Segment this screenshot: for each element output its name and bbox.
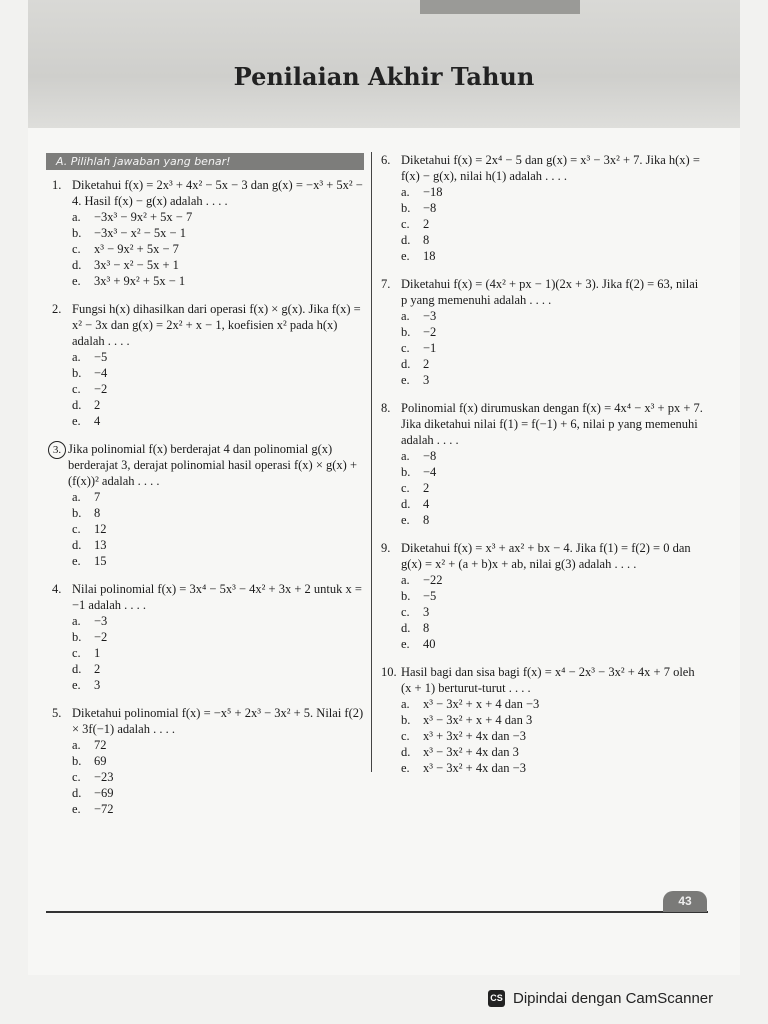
question-text: Diketahui polinomial f(x) = −x⁵ + 2x³ − 3x² + 5. Nilai f(2) × 3f(−1) adalah . . . . — [72, 706, 364, 736]
option-text: −22 — [423, 573, 443, 587]
option-letter: b. — [72, 226, 82, 240]
column-divider — [371, 152, 372, 772]
answer-options — [72, 349, 364, 429]
answer-option — [72, 753, 364, 769]
option-letter: d. — [72, 538, 82, 552]
option-letter: e. — [401, 761, 410, 775]
answer-options — [72, 737, 364, 817]
question-item — [381, 152, 707, 264]
option-text: 8 — [94, 506, 101, 520]
answer-option — [401, 760, 707, 776]
option-letter: d. — [401, 497, 411, 511]
answer-option — [72, 489, 364, 505]
answer-option — [401, 248, 707, 264]
option-text: 8 — [423, 233, 430, 247]
option-text: x³ − 3x² + x + 4 dan −3 — [423, 697, 540, 711]
footer-rule — [46, 911, 708, 913]
option-text: 2 — [423, 357, 430, 371]
option-letter: b. — [72, 630, 82, 644]
option-text: x³ − 3x² + x + 4 dan 3 — [423, 713, 533, 727]
option-text: 8 — [423, 621, 430, 635]
option-letter: a. — [72, 210, 81, 224]
option-letter: c. — [72, 242, 81, 256]
option-letter: e. — [72, 554, 81, 568]
question-number: 2. — [52, 302, 62, 316]
option-text: 2 — [94, 662, 101, 676]
question-stem — [381, 276, 707, 308]
option-letter: d. — [401, 621, 411, 635]
question-stem — [52, 177, 364, 209]
answer-options — [72, 489, 364, 569]
answer-options — [72, 209, 364, 289]
option-letter: c. — [401, 217, 410, 231]
answer-option — [72, 273, 364, 289]
option-text: −2 — [94, 382, 108, 396]
option-letter: e. — [401, 637, 410, 651]
question-number: 5. — [52, 706, 62, 720]
answer-option — [72, 737, 364, 753]
option-letter: d. — [401, 745, 411, 759]
option-text: −2 — [423, 325, 437, 339]
answer-option — [72, 677, 364, 693]
option-text: −4 — [94, 366, 108, 380]
option-letter: c. — [72, 770, 81, 784]
option-letter: e. — [72, 678, 81, 692]
question-text: Hasil bagi dan sisa bagi f(x) = x⁴ − 2x³ − 3x² + 4x + 7 oleh (x + 1) berturut-turut . . . . — [401, 665, 695, 695]
option-letter: b. — [72, 366, 82, 380]
answer-option — [401, 712, 707, 728]
question-text: Nilai polinomial f(x) = 3x⁴ − 5x³ − 4x² + 3x + 2 untuk x = −1 adalah . . . . — [72, 582, 362, 612]
camscanner-watermark — [488, 989, 713, 1007]
option-text: −5 — [94, 350, 108, 364]
answer-option — [401, 480, 707, 496]
answer-option — [72, 769, 364, 785]
question-text: Polinomial f(x) dirumuskan dengan f(x) = 4x⁴ − x³ + px + 7. Jika diketahui nilai f(1) = f(−1) + 6, nilai p yang memenuhi adalah . . . . — [401, 401, 703, 447]
answer-option — [72, 521, 364, 537]
option-letter: c. — [401, 481, 410, 495]
section-instruction: A. Pilihlah jawaban yang benar! — [46, 153, 364, 170]
option-text: −18 — [423, 185, 443, 199]
option-text: 2 — [423, 217, 430, 231]
option-letter: d. — [401, 233, 411, 247]
question-text: Diketahui f(x) = 2x⁴ − 5 dan g(x) = x³ − 3x² + 7. Jika h(x) = f(x) − g(x), nilai h(1) adalah . . . . — [401, 153, 700, 183]
option-text: x³ + 3x² + 4x dan −3 — [423, 729, 526, 743]
option-text: 2 — [94, 398, 101, 412]
answer-option — [401, 496, 707, 512]
question-number: 9. — [381, 541, 391, 555]
answer-option — [72, 413, 364, 429]
answer-option — [401, 324, 707, 340]
option-letter: a. — [72, 614, 81, 628]
question-text: Diketahui f(x) = x³ + ax² + bx − 4. Jika f(1) = f(2) = 0 dan g(x) = x² + (a + b)x + ab, nilai g(3) adalah . . . . — [401, 541, 691, 571]
question-stem — [52, 441, 364, 489]
question-text: Diketahui f(x) = 2x³ + 4x² − 5x − 3 dan g(x) = −x³ + 5x² − 4. Hasil f(x) − g(x) adalah . . . . — [72, 178, 363, 208]
option-letter: a. — [401, 309, 410, 323]
question-number: 3. — [48, 441, 66, 459]
answer-option — [401, 512, 707, 528]
answer-option — [401, 604, 707, 620]
option-letter: a. — [72, 490, 81, 504]
option-text: 18 — [423, 249, 436, 263]
option-text: 12 — [94, 522, 107, 536]
option-letter: e. — [72, 802, 81, 816]
option-text: x³ − 9x² + 5x − 7 — [94, 242, 179, 256]
answer-option — [72, 397, 364, 413]
answer-option — [72, 225, 364, 241]
answer-option — [72, 381, 364, 397]
answer-options — [401, 308, 707, 388]
question-stem — [52, 705, 364, 737]
answer-option — [72, 505, 364, 521]
answer-option — [401, 356, 707, 372]
answer-option — [401, 448, 707, 464]
option-text: −69 — [94, 786, 114, 800]
option-text: 69 — [94, 754, 107, 768]
right-column — [381, 152, 707, 788]
page-number: 43 — [663, 891, 707, 912]
option-text: x³ − 3x² + 4x dan 3 — [423, 745, 519, 759]
question-item — [381, 540, 707, 652]
question-stem — [381, 540, 707, 572]
option-text: −1 — [423, 341, 437, 355]
answer-options — [72, 613, 364, 693]
answer-option — [72, 661, 364, 677]
option-letter: b. — [72, 506, 82, 520]
question-number: 7. — [381, 277, 391, 291]
question-number: 8. — [381, 401, 391, 415]
option-letter: e. — [401, 513, 410, 527]
answer-option — [401, 588, 707, 604]
option-letter: b. — [401, 201, 411, 215]
question-item — [52, 177, 364, 289]
option-text: 72 — [94, 738, 107, 752]
option-letter: b. — [401, 465, 411, 479]
option-text: −3x³ − 9x² + 5x − 7 — [94, 210, 193, 224]
option-text: −72 — [94, 802, 114, 816]
question-stem — [381, 664, 707, 696]
option-letter: c. — [401, 605, 410, 619]
camscanner-logo-icon: CS — [488, 990, 505, 1007]
option-letter: c. — [72, 646, 81, 660]
option-letter: d. — [401, 357, 411, 371]
question-item — [52, 301, 364, 429]
option-text: 40 — [423, 637, 436, 651]
option-text: −8 — [423, 201, 437, 215]
option-text: x³ − 3x² + 4x dan −3 — [423, 761, 526, 775]
answer-option — [72, 553, 364, 569]
answer-option — [401, 464, 707, 480]
header-decoration — [420, 0, 580, 14]
option-letter: b. — [401, 325, 411, 339]
answer-option — [401, 232, 707, 248]
option-letter: c. — [401, 341, 410, 355]
option-text: 1 — [94, 646, 101, 660]
option-letter: e. — [72, 414, 81, 428]
question-text: Fungsi h(x) dihasilkan dari operasi f(x) × g(x). Jika f(x) = x² − 3x dan g(x) = 2x² + x − 1, koefisien x² pada h(x) adalah . . . . — [72, 302, 361, 348]
question-stem — [381, 400, 707, 448]
option-text: 13 — [94, 538, 107, 552]
answer-option — [72, 613, 364, 629]
option-letter: a. — [401, 697, 410, 711]
question-stem — [52, 581, 364, 613]
question-item — [381, 400, 707, 528]
answer-option — [72, 349, 364, 365]
answer-option — [401, 696, 707, 712]
option-letter: a. — [401, 449, 410, 463]
option-letter: c. — [72, 522, 81, 536]
question-stem — [52, 301, 364, 349]
option-letter: c. — [401, 729, 410, 743]
answer-option — [401, 308, 707, 324]
answer-option — [72, 785, 364, 801]
option-letter: c. — [72, 382, 81, 396]
question-item — [52, 441, 364, 569]
option-letter: a. — [72, 350, 81, 364]
option-letter: e. — [401, 249, 410, 263]
question-number: 1. — [52, 178, 62, 192]
option-text: −8 — [423, 449, 437, 463]
option-letter: a. — [72, 738, 81, 752]
answer-options — [401, 184, 707, 264]
option-text: 3x³ + 9x² + 5x − 1 — [94, 274, 186, 288]
answer-options — [401, 696, 707, 776]
option-letter: b. — [401, 713, 411, 727]
option-text: 4 — [423, 497, 430, 511]
option-letter: b. — [401, 589, 411, 603]
answer-options — [401, 572, 707, 652]
left-column — [52, 177, 364, 829]
option-letter: d. — [72, 258, 82, 272]
question-item — [52, 705, 364, 817]
option-text: 3 — [423, 605, 430, 619]
answer-option — [72, 537, 364, 553]
question-stem — [381, 152, 707, 184]
answer-options — [401, 448, 707, 528]
answer-option — [401, 636, 707, 652]
option-text: −5 — [423, 589, 437, 603]
answer-option — [401, 572, 707, 588]
option-text: −3 — [94, 614, 108, 628]
answer-option — [72, 629, 364, 645]
question-item — [381, 664, 707, 776]
question-text: Jika polinomial f(x) berderajat 4 dan polinomial g(x) berderajat 3, derajat polinomial hasil operasi f(x) × g(x) + (f(x))² adalah . . . . — [68, 442, 357, 488]
option-letter: b. — [72, 754, 82, 768]
question-number: 10. — [381, 665, 397, 679]
option-letter: d. — [72, 398, 82, 412]
answer-option — [72, 209, 364, 225]
answer-option — [401, 620, 707, 636]
option-text: 7 — [94, 490, 101, 504]
answer-option — [401, 340, 707, 356]
option-text: −23 — [94, 770, 114, 784]
option-text: 15 — [94, 554, 107, 568]
option-text: −2 — [94, 630, 108, 644]
camscanner-text: Dipindai dengan CamScanner — [513, 989, 714, 1007]
question-item — [381, 276, 707, 388]
option-text: 2 — [423, 481, 430, 495]
answer-option — [72, 645, 364, 661]
answer-option — [401, 728, 707, 744]
option-text: 3 — [94, 678, 101, 692]
answer-option — [401, 184, 707, 200]
option-text: 8 — [423, 513, 430, 527]
option-text: −3 — [423, 309, 437, 323]
option-text: 3 — [423, 373, 430, 387]
answer-option — [401, 372, 707, 388]
question-item — [52, 581, 364, 693]
question-text: Diketahui f(x) = (4x² + px − 1)(2x + 3). Jika f(2) = 63, nilai p yang memenuhi adalah . . . . — [401, 277, 699, 307]
option-letter: e. — [401, 373, 410, 387]
question-number: 6. — [381, 153, 391, 167]
page-title: Penilaian Akhir Tahun — [233, 62, 535, 91]
answer-option — [72, 365, 364, 381]
option-text: −4 — [423, 465, 437, 479]
answer-option — [72, 257, 364, 273]
option-letter: a. — [401, 185, 410, 199]
option-letter: d. — [72, 662, 82, 676]
answer-option — [401, 200, 707, 216]
answer-option — [401, 744, 707, 760]
answer-option — [72, 801, 364, 817]
option-text: −3x³ − x² − 5x − 1 — [94, 226, 186, 240]
option-letter: d. — [72, 786, 82, 800]
answer-option — [72, 241, 364, 257]
option-letter: e. — [72, 274, 81, 288]
question-number: 4. — [52, 582, 62, 596]
option-text: 3x³ − x² − 5x + 1 — [94, 258, 179, 272]
answer-option — [401, 216, 707, 232]
option-letter: a. — [401, 573, 410, 587]
option-text: 4 — [94, 414, 101, 428]
